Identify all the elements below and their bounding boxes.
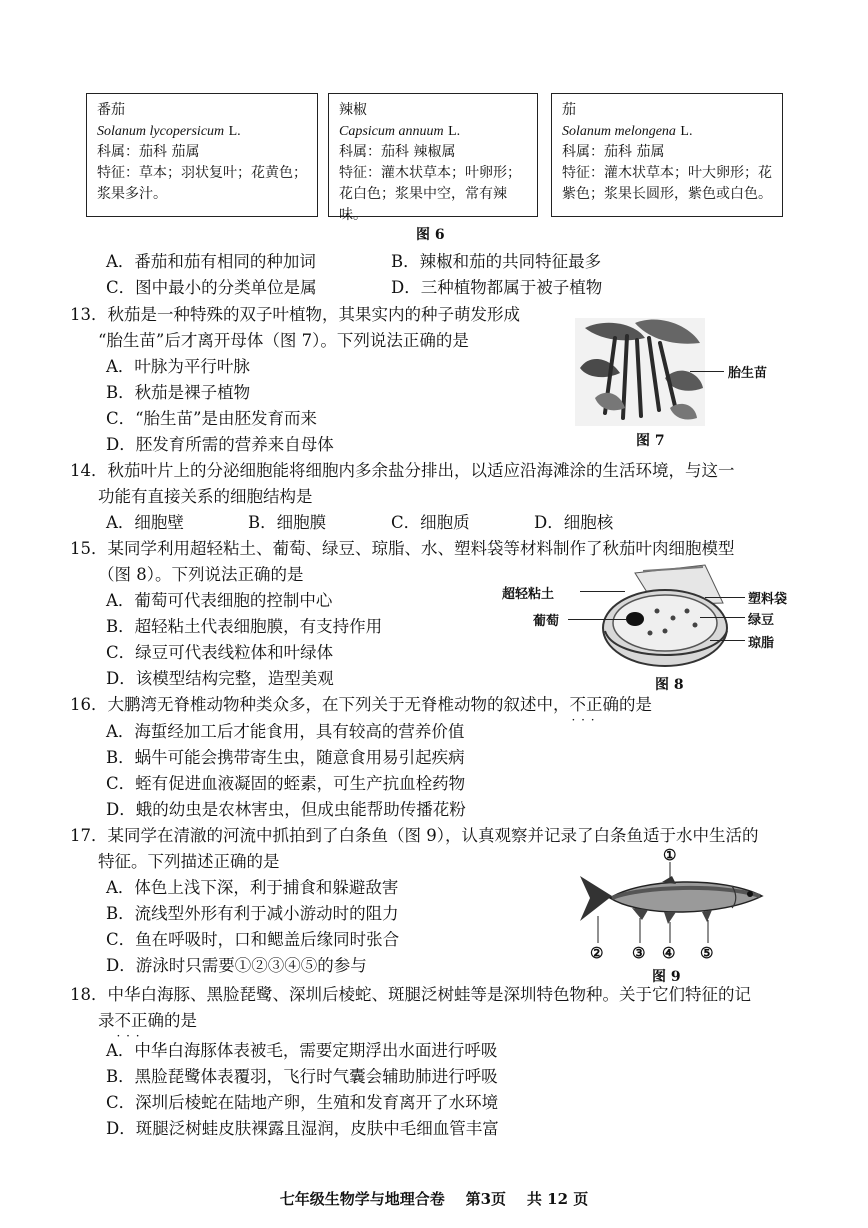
species-name: 茄: [562, 102, 576, 118]
species-author: L.: [680, 124, 693, 139]
species-card-eggplant: [551, 93, 783, 217]
species-family: 科属：茄科 茄属: [97, 144, 200, 160]
q14-option-d: D．细胞核: [534, 513, 614, 532]
q12-option-c: C．图中最小的分类单位是属: [106, 278, 317, 297]
q14-option-b: B．细胞膜: [248, 513, 327, 532]
figure-8-label-clay: 超轻粘土: [502, 587, 555, 602]
q13-stem-1: 13．秋茄是一种特殊的双子叶植物，其果实内的种子萌发形成: [70, 305, 520, 324]
q14-option-a: A．细胞壁: [106, 513, 184, 532]
figure-9-mark-1: ①: [663, 846, 677, 864]
q15-option-a: A．葡萄可代表细胞的控制中心: [106, 591, 333, 610]
q18-option-c: C．深圳后棱蛇在陆地产卵，生殖和发育离开了水环境: [106, 1093, 499, 1112]
figure-7-label: 胎生苗: [728, 366, 768, 381]
q17-option-b: B．流线型外形有利于减小游动时的阻力: [106, 904, 399, 923]
q17-option-c: C．鱼在呼吸时，口和鳃盖后缘同时张合: [106, 930, 400, 949]
figure-8-leader-bag: [705, 597, 745, 598]
figure-9-mark-2: ②: [590, 944, 604, 962]
figure-7-leader-line: [690, 371, 724, 372]
figure-9-mark-4: ④: [662, 944, 676, 962]
q16-stem: [70, 694, 652, 716]
page-footer: 七年级生物学与地理合卷 第3页 共 12 页: [279, 1190, 589, 1208]
q16-option-d: D．蛾的幼虫是农林害虫，但成虫能帮助传播花粉: [106, 800, 466, 819]
q13-stem-2: “胎生苗”后才离开母体（图 7）。下列说法正确的是: [98, 331, 469, 350]
q12-option-d: D．三种植物都属于被子植物: [391, 278, 603, 297]
species-features: 特征：灌木状草本；叶大卵形；花紫色；浆果长圆形，紫色或白色。: [562, 165, 772, 202]
figure-7-caption: 图 7: [636, 433, 665, 449]
q12-option-a: A．番茄和茄有相同的种加词: [106, 252, 316, 271]
species-family: 科属：茄科 辣椒属: [339, 144, 456, 160]
species-latin: Capsicum annuum: [339, 124, 444, 139]
species-latin: Solanum lycopersicum: [97, 124, 225, 139]
figure-9-caption: 图 9: [652, 969, 681, 985]
q15-option-c: C．绿豆可代表线粒体和叶绿体: [106, 643, 334, 662]
q13-option-b: B．秋茄是裸子植物: [106, 383, 251, 402]
q12-option-b: B．辣椒和茄的共同特征最多: [391, 252, 602, 271]
species-name: 番茄: [97, 102, 125, 118]
q16-option-b: B．蜗牛可能会携带寄生虫，随意食用易引起疾病: [106, 748, 465, 767]
species-author: L.: [228, 124, 241, 139]
q17-option-a: A．体色上浅下深，利于捕食和躲避敌害: [106, 878, 399, 897]
figure-9-mark-5: ⑤: [700, 944, 714, 962]
q17-option-d: D．游泳时只需要①②③④⑤的参与: [106, 956, 367, 975]
species-card-tomato: [86, 93, 318, 217]
q14-stem-2: 功能有直接关系的细胞结构是: [98, 487, 313, 506]
figure-6-caption: 图 6: [416, 227, 445, 243]
q14-stem-1: 14．秋茄叶片上的分泌细胞能将细胞内多余盐分排出，以适应沿海滩涂的生活环境，与这一: [70, 461, 735, 480]
figure-8-label-bag: 塑料袋: [748, 592, 788, 607]
species-name: 辣椒: [339, 102, 367, 118]
q13-option-a: A．叶脉为平行叶脉: [106, 357, 250, 376]
species-card-pepper: [328, 93, 538, 223]
q13-option-d: D．胚发育所需的营养来自母体: [106, 435, 334, 454]
q16-option-a: A．海蜇经加工后才能食用，具有较高的营养价值: [106, 722, 465, 741]
figure-7-mangrove-photo: [575, 318, 705, 426]
q14-option-c: C．细胞质: [391, 513, 470, 532]
q18-stem-post: 的是: [164, 1011, 197, 1030]
q15-stem-1: 15．某同学利用超轻粘土、葡萄、绿豆、琼脂、水、塑料袋等材料制作了秋茄叶肉细胞模型: [70, 539, 735, 558]
figure-8-label-agar: 琼脂: [748, 636, 775, 651]
figure-9-mark-3: ③: [632, 944, 646, 962]
q15-stem-2: （图 8）。下列说法正确的是: [98, 565, 304, 584]
q13-option-c: C．“胎生苗”是由胚发育而来: [106, 409, 317, 428]
q18-stem-1: 18．中华白海豚、黑脸琵鹭、深圳后棱蛇、斑腿泛树蛙等是深圳特色物种。关于它们特征的记: [70, 985, 751, 1004]
q18-stem-emphasis: 不正确 · · ·: [115, 1011, 165, 1030]
figure-8-leader-agar: [710, 640, 745, 641]
figure-8-leader-bean: [700, 617, 745, 618]
figure-8-label-bean: 绿豆: [748, 613, 775, 628]
figure-8-leader-clay: [580, 591, 625, 592]
q18-option-d: D．斑腿泛树蛙皮肤裸露且湿润，皮肤中毛细血管丰富: [106, 1119, 499, 1138]
q18-stem-2: [98, 1010, 197, 1032]
figure-8-caption: 图 8: [655, 677, 684, 693]
q16-stem-pre: 16．大鹏湾无脊椎动物种类众多，在下列关于无脊椎动物的叙述中，: [70, 695, 570, 714]
q17-stem-2: 特征。下列描述正确的是: [98, 852, 280, 871]
figure-8-label-grape: 葡萄: [533, 614, 560, 629]
figure-8-leader-grape: [568, 619, 626, 620]
q18-stem-pre: 录: [98, 1011, 115, 1030]
q16-option-c: C．蛭有促进血液凝固的蛭素，可生产抗血栓药物: [106, 774, 466, 793]
q18-option-b: B．黑脸琵鹭体表覆羽，飞行时气囊会辅助肺进行呼吸: [106, 1067, 498, 1086]
species-author: L.: [448, 124, 461, 139]
q17-stem-1: 17．某同学在清澈的河流中抓拍到了白条鱼（图 9），认真观察并记录了白条鱼适于水中生活的: [70, 826, 759, 845]
species-family: 科属：茄科 茄属: [562, 144, 665, 160]
q16-stem-emphasis: 不正确 · · ·: [570, 695, 620, 714]
species-features: 特征：灌木状草本；叶卵形；花白色；浆果中空，常有辣味。: [339, 165, 521, 223]
q15-option-b: B．超轻粘土代表细胞膜，有支持作用: [106, 617, 383, 636]
q16-stem-post: 的是: [619, 695, 652, 714]
q18-option-a: A．中华白海豚体表被毛，需要定期浮出水面进行呼吸: [106, 1041, 498, 1060]
q15-option-d: D．该模型结构完整，造型美观: [106, 669, 334, 688]
species-latin: Solanum melongena: [562, 124, 676, 139]
species-features: 特征：草本；羽状复叶；花黄色；浆果多汁。: [97, 165, 307, 202]
